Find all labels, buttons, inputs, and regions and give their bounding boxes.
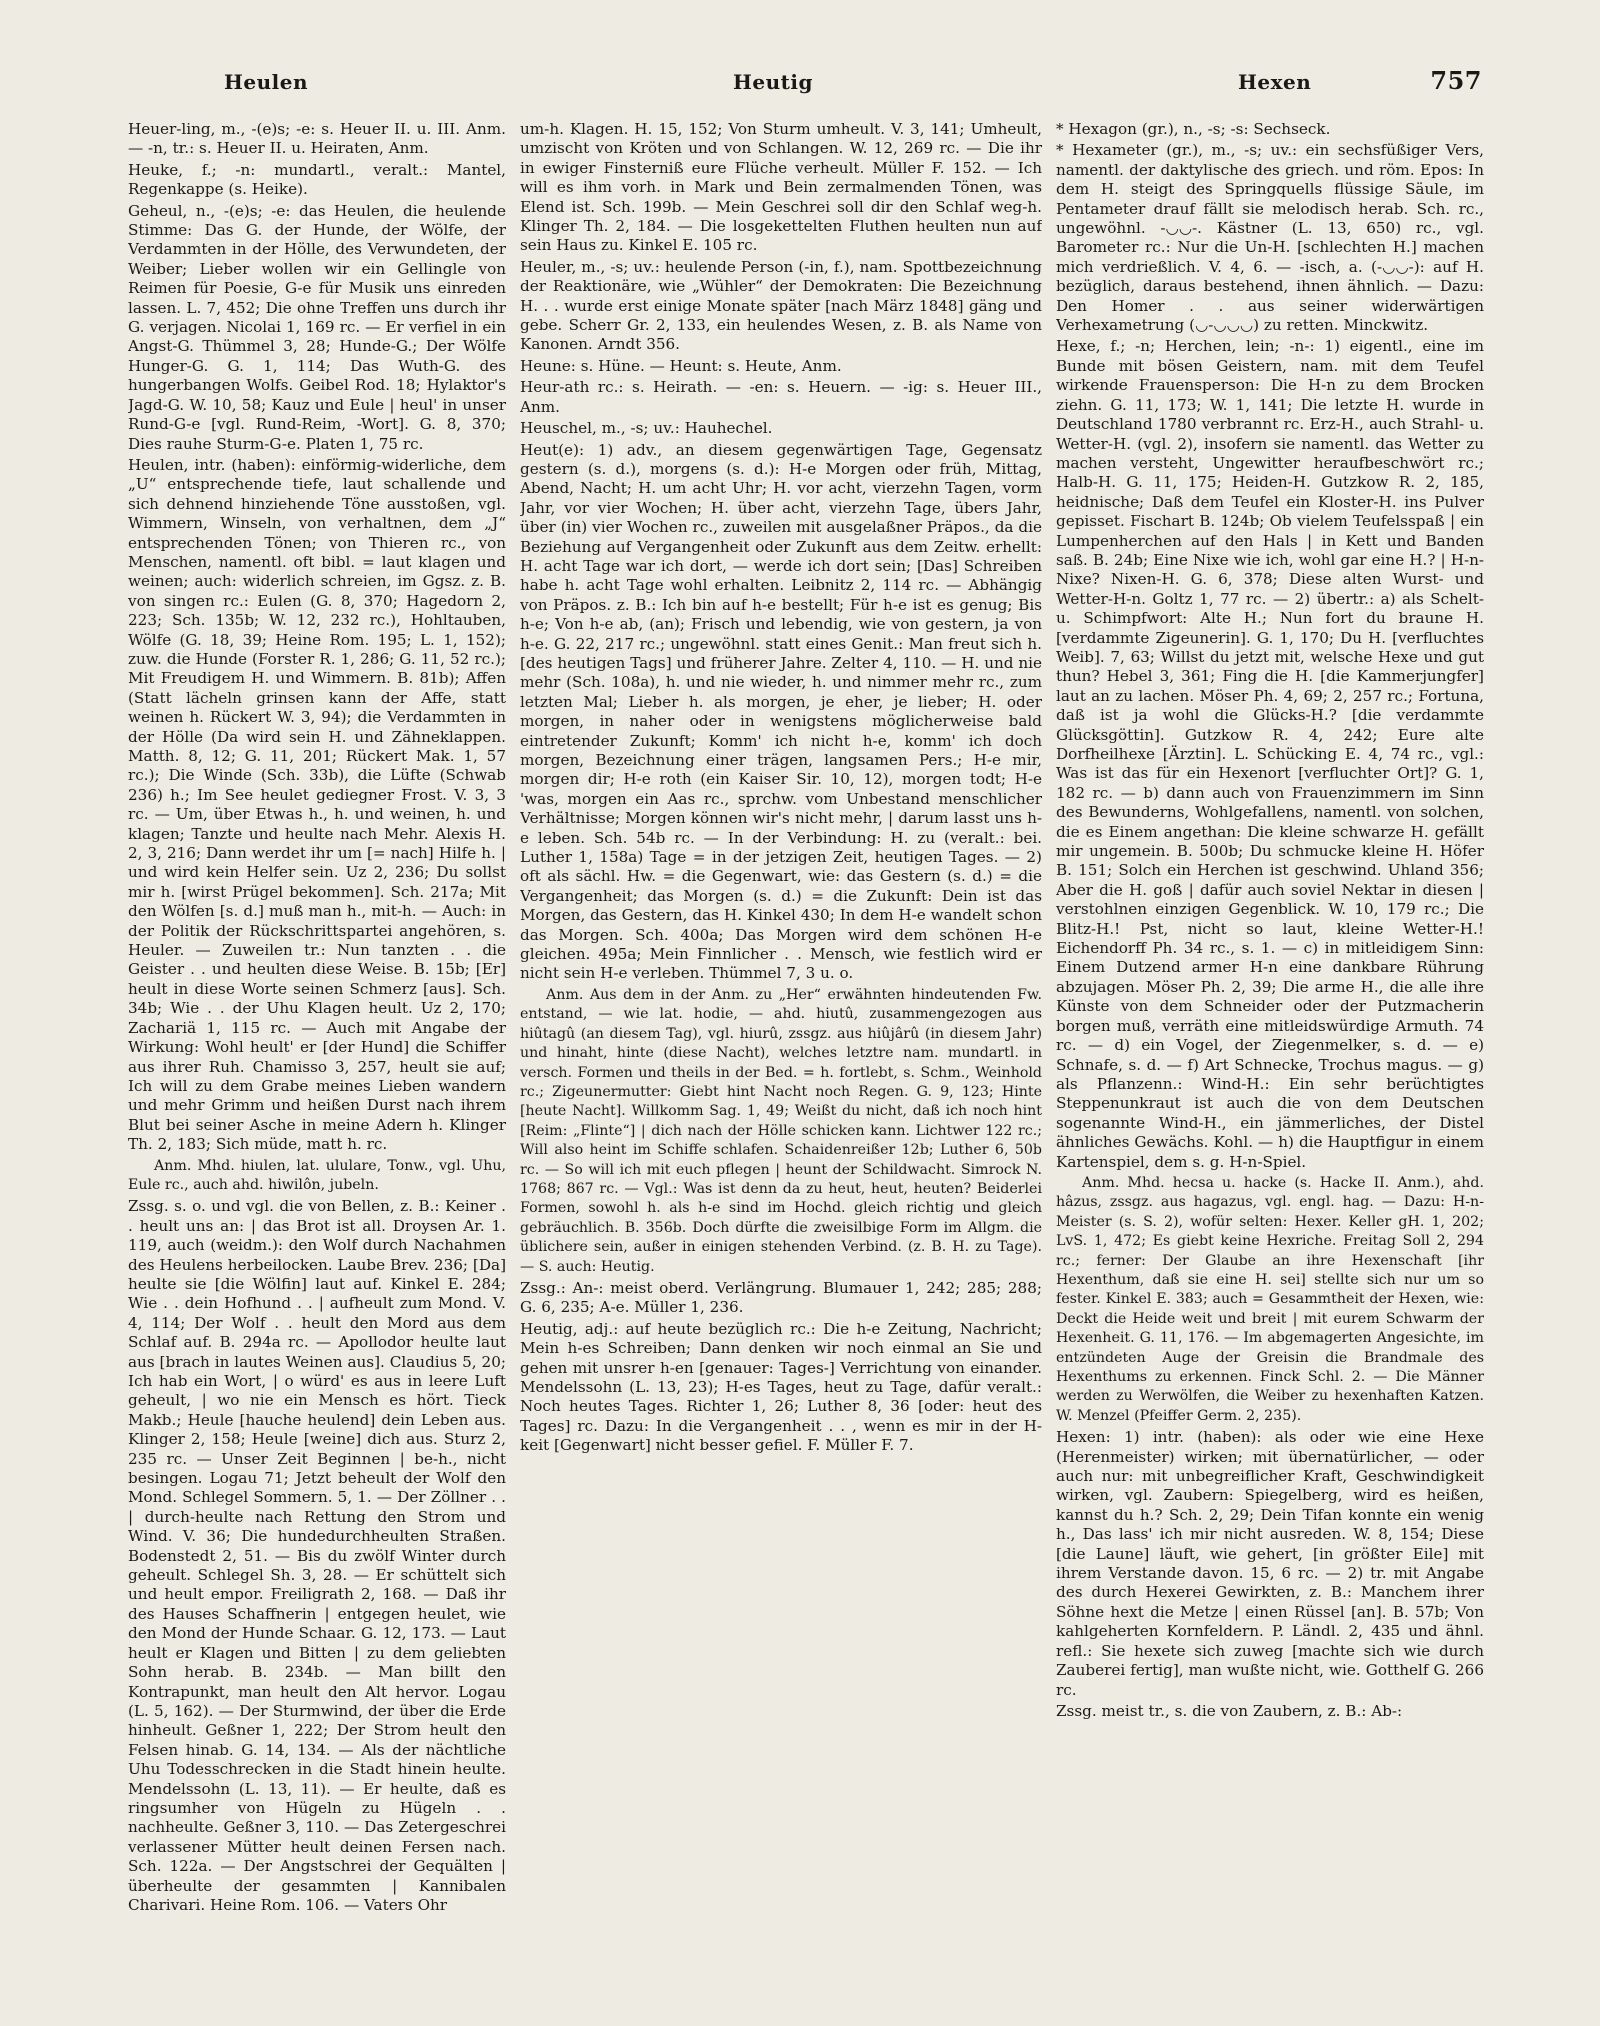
column-middle: [520, 120, 1042, 2000]
dictionary-entry: Heuer-ling, m., -(e)s; -e: s. Heuer II. u. III. Anm. — -n, tr.: s. Heuer II. u. Heiraten, Anm.: [128, 120, 506, 158]
column-left: [128, 120, 506, 2000]
dictionary-entry: Heulen, intr. (haben): einförmig-widerliche, dem „U“ entsprechende tiefe, laut schallende und sich dehnend hinziehende Töne ausstoßen, vgl. Wimmern, Winseln, von verhaltnen, dem „J“ entsprechenden Tönen; von Thieren rc., von Menschen, namentl. oft bibl. = laut klagen und weinen; auch: widerlich schreien, im Ggsz. z. B. von singen rc.: Eulen (G. 8, 370; Hagedorn 2, 223; Sch. 135b; W. 12, 232 rc.), Hohltauben, Wölfe (G. 18, 39; Heine Rom. 195; L. 1, 152); zuw. die Hunde (Forster R. 1, 286; G. 11, 52 rc.); Mit Freudigem H. und Wimmern. B. 81b); Affen (Statt lächeln grinsen kann der Affe, statt weinen h. Rückert W. 3, 94); die Verdammten in der Hölle (Da wird sein H. und Zähneklappen. Matth. 8, 12; G. 11, 201; Rückert Mak. 1, 57 rc.); Die Winde (Sch. 33b), die Lüfte (Schwab 236) h.; Im See heulet gediegner Frost. V. 3, 3 rc. — Um, über Etwas h., h. und weinen, h. und klagen; Tanzte und heulte nach Mehr. Alexis H. 2, 3, 216; Dann werdet ihr um [= nach] Hilfe h. | und wird kein Helfer sein. Uz 2, 236; Du sollst mir h. [wirst Prügel bekommen]. Sch. 217a; Mit den Wölfen [s. d.] muß man h., mit-h. — Auch: in der Politik der Rückschrittspartei angehören, s. Heuler. — Zuweilen tr.: Nun tanzten . . die Geister . . und heulten diese Weise. B. 15b; [Er] heult in diese Worte seinen Schmerz [aus]. Sch. 34b; Wie . . der Uhu Klagen heult. Uz 2, 170; Zachariä 1, 115 rc. — Auch mit Angabe der Wirkung: Wohl heult' er [der Hund] die Schiffer aus ihrer Ruh. Chamisso 3, 257, heult sie auf; Ich will zu dem Grabe meines Lieben wandern und mehr Grimm und heißen Durst nach ihrem Blut bei seiner Asche in meine Adern h. Klinger Th. 2, 183; Sich müde, matt h. rc.: [128, 455, 506, 1154]
dictionary-entry: Heut(e): 1) adv., an diesem gegenwärtigen Tage, Gegensatz gestern (s. d.), morgens (s. d.): H-e Morgen oder früh, Mittag, Abend, Nacht; H. um acht Uhr; H. vor acht, vierzehn Tagen, vorm Jahr, vor vier Wochen; H. über acht, vierzehn Tage, übers Jahr, über (in) vier Wochen rc., zuweilen mit ausgelaßner Präpos., da die Beziehung auf Vergangenheit oder Zukunft aus dem Zeitw. erhellt: H. acht Tage war ich dort, — werde ich dort sein; [Das] Schreiben habe h. acht Tage wohl erhalten. Leibnitz 2, 114 rc. — Abhängig von Präpos. z. B.: Ich bin auf h-e bestellt; Für h-e ist es genug; Bis h-e; Von h-e ab, (an); Frisch und lebendig, wie von gestern, ja von h-e. G. 22, 217 rc.; ungewöhnl. statt eines Genit.: Man freut sich h. [des heutigen Tags] und früherer Jahre. Zelter 4, 110. — H. und nie mehr (Sch. 108a), h. und nie wieder, h. und nimmer mehr rc., zum letzten Mal; Lieber h. als morgen, je eher, je lieber; H. oder morgen, in naher oder in wenigstens möglicherweise bald eintretender Zukunft; Komm' ich nicht h-e, komm' ich doch morgen, Bezeichnung einer trägen, langsamen Pers.; H-e mir, morgen dir; H-e roth (ein Kaiser Sir. 10, 12), morgen todt; H-e 'was, morgen ein Aas rc., sprchw. vom Unbestand menschlicher Verhältnisse; Morgen können wir's nicht mehr, | darum lasst uns h-e leben. Sch. 54b rc. — In der Verbindung: H. zu (veralt.: bei. Luther 1, 158a) Tage = in der jetzigen Zeit, heutigen Tages. — 2) oft als sächl. Hw. = die Gegenwart, wie: das Gestern (s. d.) = die Vergangenheit; das Morgen (s. d.) = die Zukunft: Dein ist das Morgen, das Gestern, das H. Kinkel 430; In dem H-e wandelt schon das Morgen. Sch. 400a; Das Morgen wird dem schönen H-e gleichen. 495a; Mein Finnlicher . . Mensch, wie festlich wird er nicht sein H-e verleben. Thümmel 7, 3 u. o.: [520, 440, 1042, 983]
entry-note: Anm. Aus dem in der Anm. zu „Her“ erwähnten hindeutenden Fw. entstand, — wie lat. hodie, — ahd. hiutû, zusammengezogen aus hiûtagû (an diesem Tag), vgl. hiurû, zssgz. aus hiûjârû (in diesem Jahr) und hinaht, hinte (diese Nacht), welches letztre nam. mundartl. in versch. Formen und theils in der Bed. = h. fortlebt, s. Schm., Weinhold rc.; Zigeunermutter: Giebt hint Nacht noch Regen. G. 9, 123; Hinte [heute Nacht]. Willkomm Sag. 1, 49; Weißt du nicht, daß ich noch hint [Reim: „Flinte“] | dich nach der Hölle schicken kann. Lichtwer 122 rc.; Will also heint im Schiffe schlafen. Schaidenreißer 12b; Luther 6, 50b rc. — So will ich mit euch pflegen | heunt der Schildwacht. Simrock N. 1768; 867 rc. — Vgl.: Was ist denn da zu heut, heut, heuten? Beiderlei Formen, sowohl h. als h-e sind im Hochd. gleich richtig und gleich gebräuchlich. B. 356b. Doch dürfte die zweisilbige Form im Allgm. die üblichere sein, außer in einigen stehenden Verbind. (z. B. H. zu Tage). — S. auch: Heutig.: [520, 986, 1042, 1275]
dictionary-entry: Hexen: 1) intr. (haben): als oder wie eine Hexe (Herenmeister) wirken; mit übernatürlicher, — oder auch nur: mit unbegreiflicher Kraft, Geschwindigkeit wirken, vgl. Zaubern: Spiegelberg, wird es heißen, kannst du h.? Sch. 2, 29; Dein Tifan konnte ein wenig h., Das lass' ich mir nicht ausreden. W. 8, 154; Diese [die Laune] läuft, wie gehert, [in größter Eile] mit ihrem Verstande davon. 15, 6 rc. — 2) tr. mit Angabe des durch Hexerei Gewirkten, z. B.: Manchem ihrer Söhne hext die Metze | einen Rüssel [an]. B. 57b; Von kahlgeherten Kornfeldern. P. Ländl. 2, 435 und ähnl. refl.: Sie hexete sich zuweg [machte sich wie durch Zauberei fertig], man wußte nicht, wie. Gotthelf G. 266 rc.: [1056, 1428, 1484, 1699]
dictionary-entry: * Hexagon (gr.), n., -s; -s: Sechseck.: [1056, 120, 1331, 138]
header-left-catchword: Heulen: [224, 70, 309, 94]
dictionary-entry: Heur-ath rc.: s. Heirath. — -en: s. Heuern. — -ig: s. Heuer III., Anm.: [520, 378, 1042, 416]
page-number: 757: [1430, 66, 1482, 95]
entry-note: Anm. Mhd. hiulen, lat. ululare, Tonw., vgl. Uhu, Eule rc., auch ahd. hiwilôn, jubeln.: [128, 1157, 506, 1193]
dictionary-entry: Zssg. meist tr., s. die von Zaubern, z. B.: Ab-:: [1056, 1701, 1403, 1720]
column-right: [1056, 120, 1484, 2000]
dictionary-entry: Geheul, n., -(e)s; -e: das Heulen, die heulende Stimme: Das G. der Hunde, der Wölfe, der Verdammten in der Hölle, des Verwundeten, der Weiber; Lieber wollen wir ein Gellingle von Reimen für Poesie, G-e für Musik uns einreden lassen. L. 7, 452; Die ohne Treffen uns durch ihr G. verjagen. Nicolai 1, 169 rc. — Er verfiel in ein Angst-G. Thümmel 3, 28; Hunde-G.; Der Wölfe Hunger-G. G. 1, 114; Das Wuth-G. des hungerbangen Wolfs. Geibel Rod. 18; Hylaktor's Jagd-G. W. 10, 58; Kauz und Eule | heul' in unser Rund-G-e [vgl. Rund-Reim, -Wort]. G. 8, 370; Dies rauhe Sturm-G-e. Platen 1, 75 rc.: [128, 201, 506, 453]
header-right-catchword: Hexen: [1238, 70, 1312, 94]
dictionary-entry: Zssg. s. o. und vgl. die von Bellen, z. B.: Keiner . . heult uns an: | das Brot ist all. Droysen Ar. 1. 119, auch (weidm.): den Wolf durch Nachahmen des Heulens herbeilocken. Laube Brev. 236; [Da] heulte sie [die Wölfin] laut auf. Kinkel E. 284; Wie . . dein Hofhund . . | aufheult zum Mond. V. 4, 114; Der Wolf . . heult den Mord aus dem Schlaf auf. B. 294a rc. — Apollodor heulte laut aus [brach in lautes Weinen aus]. Claudius 5, 20; Ich hab ein Wort, | o würd' es aus in leere Luft geheult, | wo nie ein Mensch es hört. Tieck Makb.; Heule [hauche heulend] dein Leben aus. Klinger 2, 158; Heule [weine] dich aus. Sturz 2, 235 rc. — Unser Zeit Beginnen | be-h., nicht besingen. Logau 71; Jetzt beheult der Wolf den Mond. Schlegel Sommern. 5, 1. — Der Zöllner . . | durch-heulte nach Rettung den Strom und Wind. V. 36; Die hundedurchheulten Straßen. Bodenstedt 2, 51. — Bis du zwölf Winter durch geheult. Schlegel Sh. 3, 28. — Er schüttelt sich und heult empor. Freiligrath 2, 168. — Daß ihr des Hauses Schaffnerin | entgegen heulet, wie den Mond der Hunde Schaar. G. 12, 173. — Laut heult er Klagen und Bitten | zu dem geliebten Sohn herab. B. 234b. — Man billt den Kontrapunkt, man heult den Alt hervor. Logau (L. 5, 162). — Der Sturmwind, der über die Erde hinheult. Geßner 1, 222; Der Strom heult den Felsen hinab. G. 14, 134. — Als der nächtliche Uhu Todesschrecken in die Stadt hinein heulte. Mendelssohn (L. 13, 11). — Er heulte, daß es ringsumher von Hügeln zu Hügeln . . nachheulte. Geßner 3, 110. — Das Zetergeschrei verlassener Mütter heult deinen Fersen nach. Sch. 122a. — Der Angstschrei der Gequälten | überheulte der gesammten | Kannibalen Charivari. Heine Rom. 106. — Vaters Ohr: [128, 1197, 506, 1914]
entry-note: Anm. Mhd. hecsa u. hacke (s. Hacke II. Anm.), ahd. hâzus, zssgz. aus hagazus, vgl. engl. hag. — Dazu: H-n-Meister (s. S. 2), wofür selten: Hexer. Keller gH. 1, 202; LvS. 1, 472; Es giebt keine Hexriche. Freitag Soll 2, 294 rc.; ferner: Der Glaube an ihre Hexenschaft [ihr Hexenthum, daß sie eine H. sei] stellte sich nur um so fester. Kinkel E. 383; auch = Gesammtheit der Hexen, wie: Deckt die Heide weit und breit | mit eurem Schwarm der Hexenheit. G. 11, 176. — Im abgemagerten Angesichte, im entzündeten Auge der Greisin die Brandmale des Hexenthums zu erkennen. Finck Schl. 2. — Die Männer werden zu Werwölfen, die Weiber zu hexenhaften Katzen. W. Menzel (Pfeiffer Germ. 2, 235).: [1056, 1174, 1484, 1424]
dictionary-entry: Heuke, f.; -n: mundartl., veralt.: Mantel, Regenkappe (s. Heike).: [128, 160, 506, 199]
dictionary-entry: * Hexameter (gr.), m., -s; uv.: ein sechsfüßiger Vers, namentl. der daktylische des griech. und röm. Epos: In dem H. steigt des Springquells flüssige Säule, im Pentameter drauf fällt sie melodisch herab. Sch. rc., ungewöhnl. -◡◡-. Kästner (L. 13, 650) rc., vgl. Barometer rc.: Nur die Un-H. [schlechten H.] machen mich verdrießlich. V. 4, 6. — -isch, a. (-◡◡-): auf H. bezüglich, daraus bestehend, ihnen ähnlich. — Dazu: Den Homer . . aus seiner widerwärtigen Verhexametrung (◡-◡◡◡) zu retten. Minckwitz.: [1056, 141, 1484, 335]
dictionary-entry: Heuler, m., -s; uv.: heulende Person (-in, f.), nam. Spottbezeichnung der Reaktionäre, wie „Wühler“ der Demokraten: Die Bezeichnung H. . . wurde erst einige Monate später [nach März 1848] gäng und gebe. Scherr Gr. 2, 133, ein heulendes Wesen, z. B. als Name von Kanonen. Arndt 356.: [520, 257, 1042, 354]
dictionary-entry: um-h. Klagen. H. 15, 152; Von Sturm umheult. V. 3, 141; Umheult, umzischt von Kröten und von Schlangen. W. 12, 269 rc. — Die ihr in ewiger Finsterniß eure Flüche verheult. Müller F. 152. — Ich will es ihm vorh. in Mark und Bein zermalmenden Tönen, was Elend ist. Sch. 199b. — Mein Geschrei soll dir den Schlaf weg-h. Klinger Th. 2, 184. — Die losgekettelten Fluthen heulten nun auf sein Haus zu. Kinkel E. 105 rc.: [520, 120, 1042, 255]
dictionary-entry: Heutig, adj.: auf heute bezüglich rc.: Die h-e Zeitung, Nachricht; Mein h-es Schreiben; Dann denken wir noch einmal an Sie und gehen mit unsrer h-en [genauer: Tages-] Verrichtung von einander. Mendelssohn (L. 13, 23); H-es Tages, heut zu Tage, dafür veralt.: Noch heutes Tages. Richter 1, 26; Luther 8, 36 [oder: heut des Tages] rc. Dazu: In die Vergangenheit . . , wenn es mir in der H-keit [Gegenwart] nicht besser gefiel. F. Müller F. 7.: [520, 1319, 1042, 1455]
dictionary-entry: Heuschel, m., -s; uv.: Hauhechel.: [520, 419, 773, 438]
dictionary-entry: Hexe, f.; -n; Herchen, lein; -n-: 1) eigentl., eine im Bunde mit bösen Geistern, nam. mit dem Teufel wirkende Frauensperson: Die H-n zu dem Brocken ziehn. G. 11, 173; W. 1, 141; Die letzte H. wurde in Deutschland 1780 verbrannt rc. Erz-H., auch Strahl- u. Wetter-H. (vgl. 2), insofern sie namentl. das Wetter zu machen versteht, Ungewitter heraufbeschwört rc.; Halb-H. G. 11, 175; Heiden-H. Gutzkow R. 2, 185, heidnische; Daß dem Teufel ein Kloster-H. ins Pulver gepisset. Fischart B. 124b; Ob vielem Teufelsspaß | ein Lumpenherchen auf den Hals | in Kett und Banden saß. B. 24b; Eine Nixe wie ich, wohl gar eine H.? | H-n-Nixe? Nixen-H. G. 6, 378; Diese alten Wurst- und Wetter-H-n. Goltz 1, 77 rc. — 2) übertr.: a) als Schelt- u. Schimpfwort: Alte H.; Nun fort du braune H. [verdammte Zigeunerin]. G. 1, 170; Du H. [verfluchtes Weib]. 7, 63; Willst du jetzt mit, welsche Hexe und gut thun? Hebel 3, 361; Fing die H. [die Kammerjungfer] laut an zu lachen. Möser Ph. 4, 69; 2, 257 rc.; Fortuna, daß ist ja wohl die Glücks-H.? [die verdammte Glücksgöttin]. Gutzkow R. 4, 242; Eure alte Dorfheilhexe [Ärztin]. L. Schücking E. 4, 74 rc., vgl.: Was ist das für ein Hexenort [verfluchter Ort]? G. 1, 182 rc. — b) dann auch von Frauenzimmern im Sinn des Bewunderns, Wohlgefallens, namentl. von solchen, die es Einem angethan: Die kleine schwarze H. gefällt mir ungemein. B. 500b; Du schmucke kleine H. Höfer B. 151; Solch ein Herchen ist geschwind. Uhland 356; Aber die H. goß | dafür auch soviel Nektar in diesen | verstohlnen einzigen Gegenblick. W. 10, 179 rc.; Die Blitz-H.! Pst, nicht so laut, kleine Wetter-H.! Eichendorff Ph. 34 rc., s. 1. — c) in mitleidigem Sinn: Einem Dutzend armer H-n eine dankbare Rührung abzujagen. Möser Ph. 2, 39; Die arme H., die alle ihre Künste von dem Schneider oder der Putzmacherin borgen muß, verräth eine mitleidswürdige Armuth. 74 rc. — d) ein Vogel, der Ziegenmelker, s. d. — e) Schnafe, s. d. — f) Art Schnecke, Trochus magus. — g) als Pflanzenn.: Wind-H.: Ein sehr berüchtigtes Steppenunkraut ist auch die von dem Deutschen sogenannte Wind-H., ein jämmerliches, der Distel ähnliches Gewächs. Kohl. — h) die Hauptfigur in einem Kartenspiel, dem s. g. H-n-Spiel.: [1056, 337, 1484, 1171]
dictionary-entry: Heune: s. Hüne. — Heunt: s. Heute, Anm.: [520, 356, 842, 375]
dictionary-entry: Zssg.: An-: meist oberd. Verlängrung. Blumauer 1, 242; 285; 288; G. 6, 235; A-e. Müller 1, 236.: [520, 1278, 1042, 1317]
header-center-catchword: Heutig: [733, 70, 813, 94]
running-header: [128, 62, 1482, 102]
